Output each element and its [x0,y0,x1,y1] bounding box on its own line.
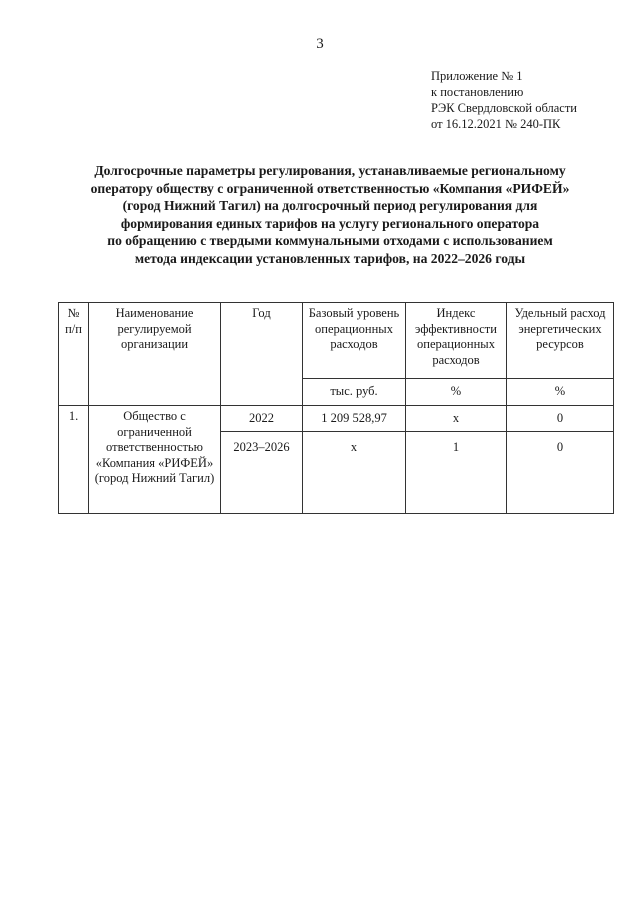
appendix-reference [431,68,577,132]
title-line: по обращению с твердыми коммунальными отходами с использованием [107,233,553,249]
document-title [60,162,600,268]
title-line: (город Нижний Тагил) на долгосрочный период регулирования для [122,198,538,214]
row-base-level: 1 209 528,97 [303,406,406,432]
title-line: формирования единых тарифов на услугу регионального оператора [120,215,540,231]
appendix-line: от 16.12.2021 № 240-ПК [431,117,561,131]
header-energy-consumption: Удельный расход энергетических ресурсов [507,303,614,379]
row-year: 2022 [221,406,303,432]
row-year: 2023–2026 [221,432,303,514]
row-energy-consumption: 0 [507,406,614,432]
row-num: 1. [59,406,89,514]
unit-energy-consumption: % [507,379,614,406]
header-organization: Наименование регулируемой организации [89,303,221,406]
table-header-row [59,303,614,379]
row-efficiency-index: х [406,406,507,432]
header-efficiency-index: Индекс эффективности операционных расходов [406,303,507,379]
table-row [59,406,614,432]
row-base-level: х [303,432,406,514]
header-base-level: Базовый уровень операционных расходов [303,303,406,379]
header-year: Год [221,303,303,406]
parameters-table [58,302,614,514]
title-line: метода индексации установленных тарифов, на 2022–2026 годы [134,250,526,266]
header-num: № п/п [59,303,89,406]
row-efficiency-index: 1 [406,432,507,514]
unit-base-level: тыс. руб. [303,379,406,406]
page-number: 3 [316,36,324,52]
appendix-line: Приложение № 1 [431,69,523,83]
unit-efficiency-index: % [406,379,507,406]
appendix-line: к постановлению [431,85,524,99]
row-organization: Общество с ограниченной ответственностью «Компания «РИФЕЙ» (город Нижний Тагил) [89,406,221,514]
title-line: оператору обществу с ограниченной ответственностью «Компания «РИФЕЙ» [90,180,570,196]
title-line: Долгосрочные параметры регулирования, устанавливаемые региональному [94,163,566,178]
appendix-line: РЭК Свердловской области [431,101,577,115]
row-energy-consumption: 0 [507,432,614,514]
